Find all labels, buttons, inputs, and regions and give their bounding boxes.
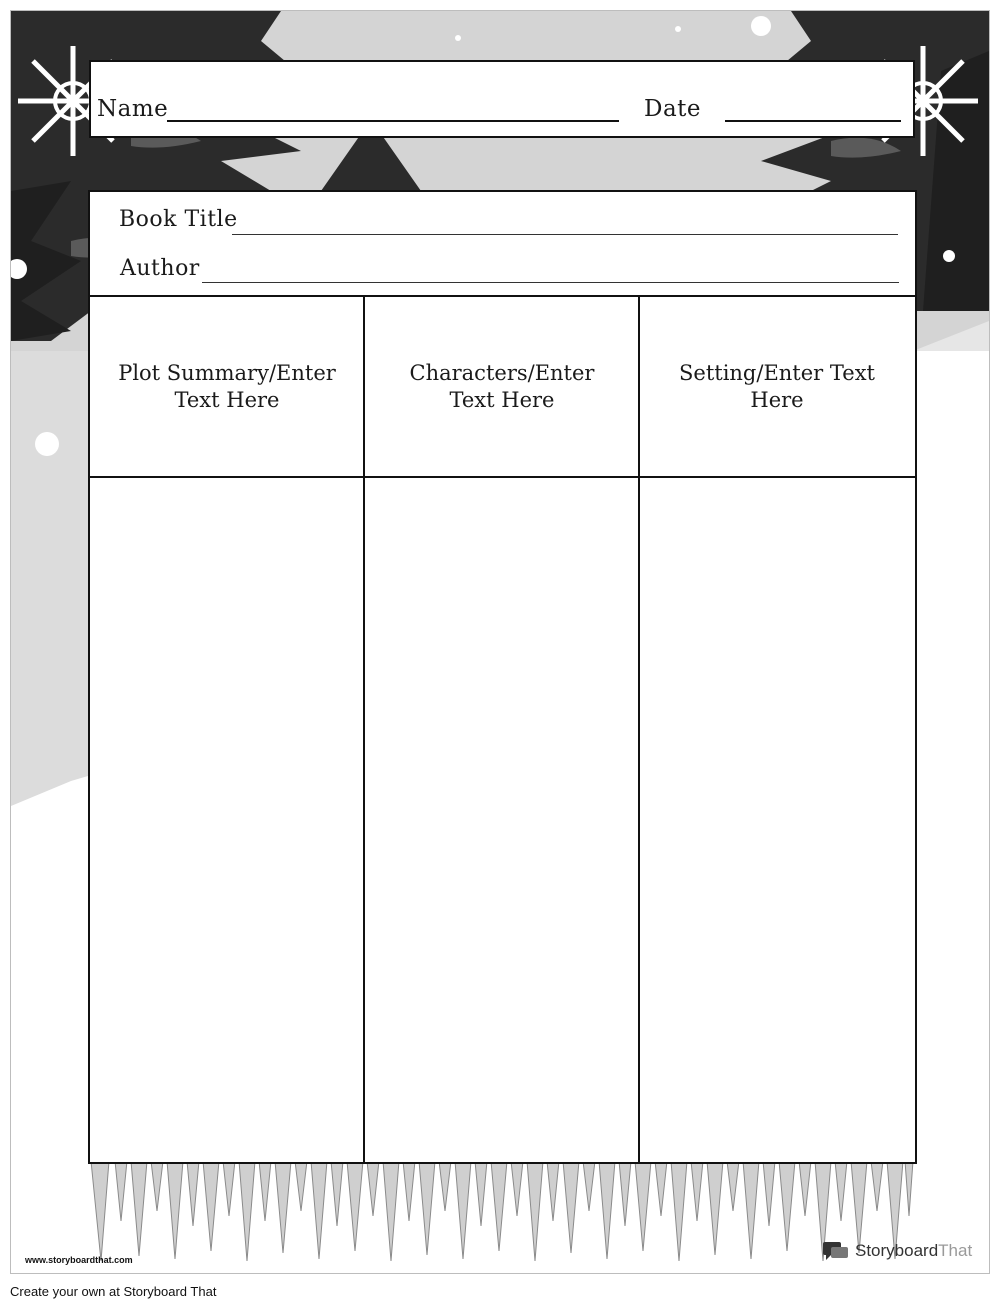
characters-writing-area[interactable] — [365, 479, 638, 1159]
book-report-table — [88, 190, 917, 1164]
column-header-plot: Plot Summary/Enter Text Here — [118, 361, 336, 412]
book-title-label: Book Title — [119, 207, 238, 232]
column-header-setting: Setting/Enter Text Here — [679, 361, 875, 412]
storyboardthat-logo — [823, 1241, 972, 1261]
footer-url: www.storyboardthat.com — [25, 1255, 133, 1265]
logo-text-storyboard: Storyboard — [855, 1241, 939, 1260]
speech-bubble-icon — [823, 1241, 849, 1261]
date-label: Date — [644, 96, 702, 122]
name-field-line[interactable] — [167, 120, 619, 122]
column-header-characters: Characters/Enter Text Here — [409, 361, 595, 412]
plot-writing-area[interactable] — [90, 479, 363, 1159]
page-caption: Create your own at Storyboard That — [10, 1284, 217, 1299]
date-field-line[interactable] — [725, 120, 901, 122]
name-date-box — [89, 60, 915, 138]
book-title-field-line[interactable] — [232, 234, 898, 235]
logo-text-that: That — [938, 1241, 973, 1260]
author-field-line[interactable] — [202, 282, 899, 283]
name-label: Name — [97, 96, 169, 122]
setting-writing-area[interactable] — [640, 479, 913, 1159]
worksheet-page — [10, 10, 990, 1274]
author-label: Author — [120, 256, 200, 281]
